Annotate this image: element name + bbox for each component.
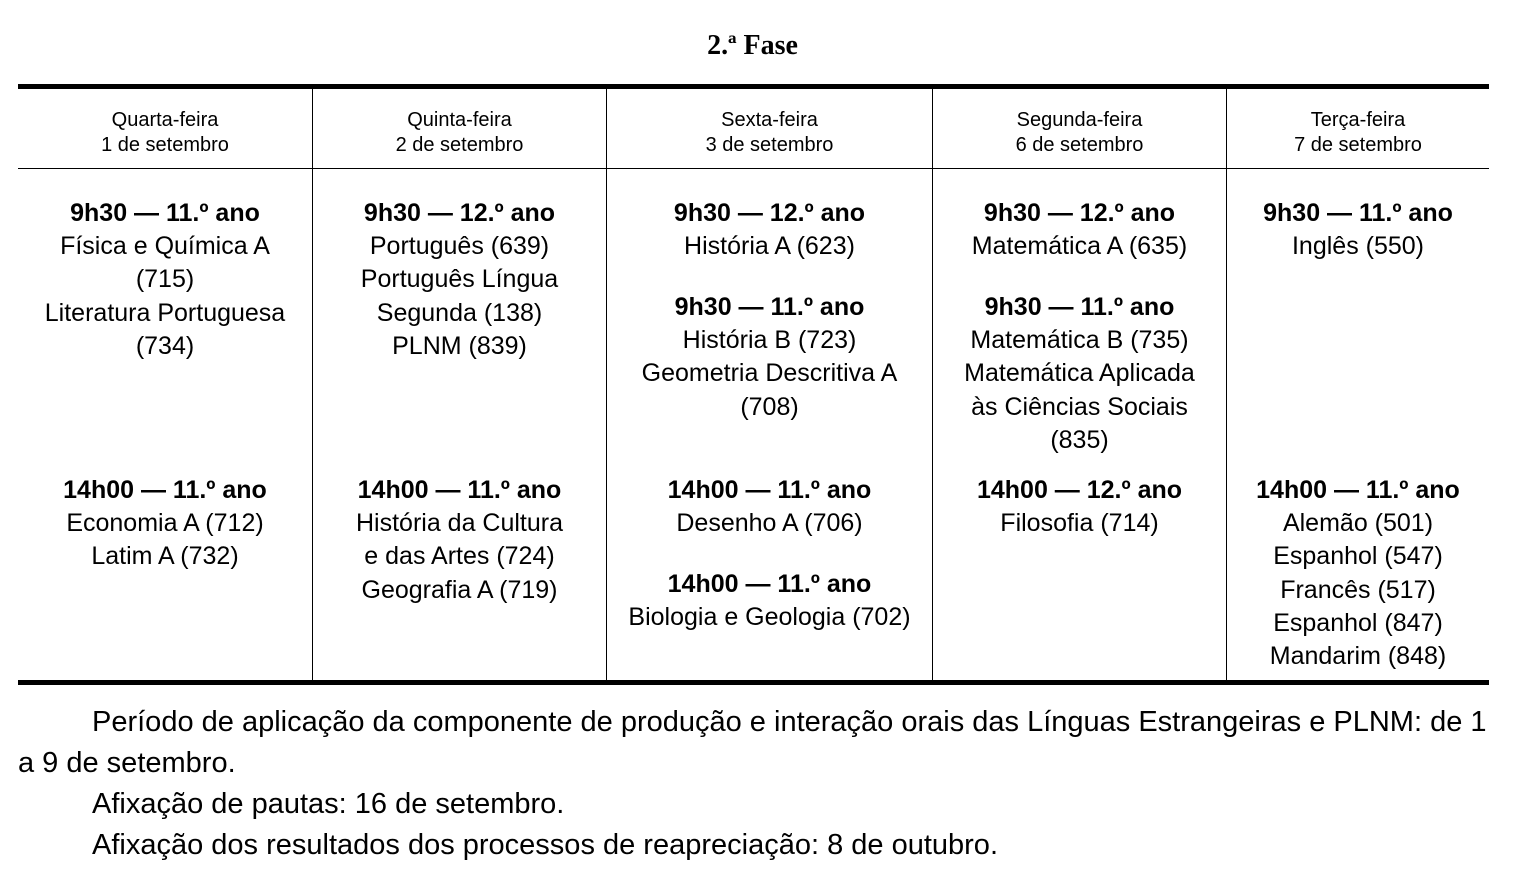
column-header: [313, 89, 606, 169]
review-results-note: Afixação dos resultados dos processos de reapreciação: 8 de outubro.: [92, 829, 998, 861]
day-date: 7 de setembro: [1294, 134, 1422, 156]
subject-line: Matemática A (635): [971, 232, 1188, 261]
subject-line: Economia A (712): [66, 509, 264, 538]
day-column-monday: [932, 89, 1226, 680]
subject-line: Matemática Aplicada: [964, 359, 1195, 388]
day-date: 1 de setembro: [101, 134, 229, 156]
exam-slot: [1227, 474, 1489, 673]
subject-line: Alemão (501): [1282, 509, 1434, 538]
day-column-thursday: [312, 89, 606, 680]
subject-line: Espanhol (847): [1273, 608, 1443, 637]
day-name: Quinta-feira: [407, 109, 512, 131]
subject-line: (715): [135, 265, 195, 294]
subject-line: Desenho A (706): [676, 509, 863, 538]
subject-line: Geometria Descritiva A: [641, 359, 898, 388]
subject-line: Mandarim (848): [1269, 642, 1447, 671]
column-header: [607, 89, 932, 169]
exam-slot: [313, 197, 606, 363]
slot-time: 14h00 — 11.º ano: [63, 476, 267, 504]
subject-line: (708): [740, 392, 799, 421]
exam-slot: [933, 291, 1226, 457]
subject-line: Inglês (550): [1291, 232, 1425, 261]
grades-posting-note: Afixação de pautas: 16 de setembro.: [92, 788, 565, 820]
subject-line: PLNM (839): [392, 331, 527, 360]
subject-line: às Ciências Sociais: [971, 392, 1188, 421]
slot-time: 14h00 — 11.º ano: [667, 476, 872, 504]
exam-slot: [607, 197, 932, 263]
subject-line: Geografia A (719): [361, 575, 558, 604]
exam-slot: [18, 197, 312, 363]
day-name: Segunda-feira: [1016, 109, 1143, 131]
day-name: Sexta-feira: [721, 109, 818, 131]
subject-line: Literatura Portuguesa: [44, 298, 286, 327]
exam-slot: [933, 474, 1226, 540]
subject-line: Biologia e Geologia (702): [628, 603, 911, 632]
subject-line: Português (639): [369, 232, 550, 261]
column-header: [933, 89, 1226, 169]
day-column-wednesday: [18, 89, 312, 680]
column-header: [1227, 89, 1489, 169]
schedule-notes: [18, 702, 1498, 866]
slot-time: 9h30 — 12.º ano: [673, 199, 866, 227]
subject-line: e das Artes (724): [364, 542, 555, 571]
oral-period-note: Período de aplicação da componente de produção e interação orais das Línguas Estrangeiras e PLNM: de 1 a 9 de setembro.: [18, 706, 1487, 779]
subject-line: (835): [1050, 425, 1109, 454]
slot-time: 9h30 — 11.º ano: [674, 293, 865, 321]
day-name: Quarta-feira: [111, 109, 219, 131]
day-date: 3 de setembro: [705, 134, 834, 156]
exam-slot: [18, 474, 312, 574]
slot-time: 9h30 — 12.º ano: [363, 199, 556, 227]
slot-time: 9h30 — 11.º ano: [1263, 199, 1453, 227]
subject-line: Latim A (732): [91, 542, 239, 571]
exam-slot: [1227, 197, 1489, 263]
subject-line: História A (623): [684, 232, 855, 261]
exam-slot: [933, 197, 1226, 263]
exam-slot: [607, 291, 932, 424]
slot-time: 14h00 — 11.º ano: [357, 476, 562, 504]
subject-line: Francês (517): [1280, 575, 1436, 604]
exam-slot: [313, 474, 606, 607]
slot-time: 9h30 — 11.º ano: [70, 199, 260, 227]
subject-line: (734): [135, 331, 195, 360]
slot-time: 14h00 — 11.º ano: [1256, 476, 1460, 504]
subject-line: História B (723): [682, 326, 857, 355]
subject-line: História da Cultura: [355, 509, 564, 538]
day-column-tuesday: [1226, 89, 1489, 680]
exam-slot: [607, 568, 932, 634]
subject-line: Filosofia (714): [1000, 509, 1159, 538]
slot-time: 9h30 — 12.º ano: [983, 199, 1176, 227]
slot-time: 14h00 — 11.º ano: [667, 570, 872, 598]
day-date: 2 de setembro: [395, 134, 524, 156]
day-column-friday: [606, 89, 932, 680]
slot-time: 14h00 — 12.º ano: [976, 476, 1183, 504]
exam-slot: [607, 474, 932, 540]
day-name: Terça-feira: [1310, 109, 1406, 131]
day-date: 6 de setembro: [1015, 134, 1144, 156]
phase-title: 2.ª Fase: [707, 30, 798, 61]
subject-line: Segunda (138): [376, 298, 543, 327]
subject-line: Português Língua: [360, 265, 559, 294]
column-header: [18, 89, 312, 169]
subject-line: Matemática B (735): [970, 326, 1189, 355]
exam-schedule-table: [18, 84, 1489, 685]
subject-line: Espanhol (547): [1273, 542, 1443, 571]
subject-line: Física e Química A: [60, 232, 270, 261]
slot-time: 9h30 — 11.º ano: [984, 293, 1175, 321]
